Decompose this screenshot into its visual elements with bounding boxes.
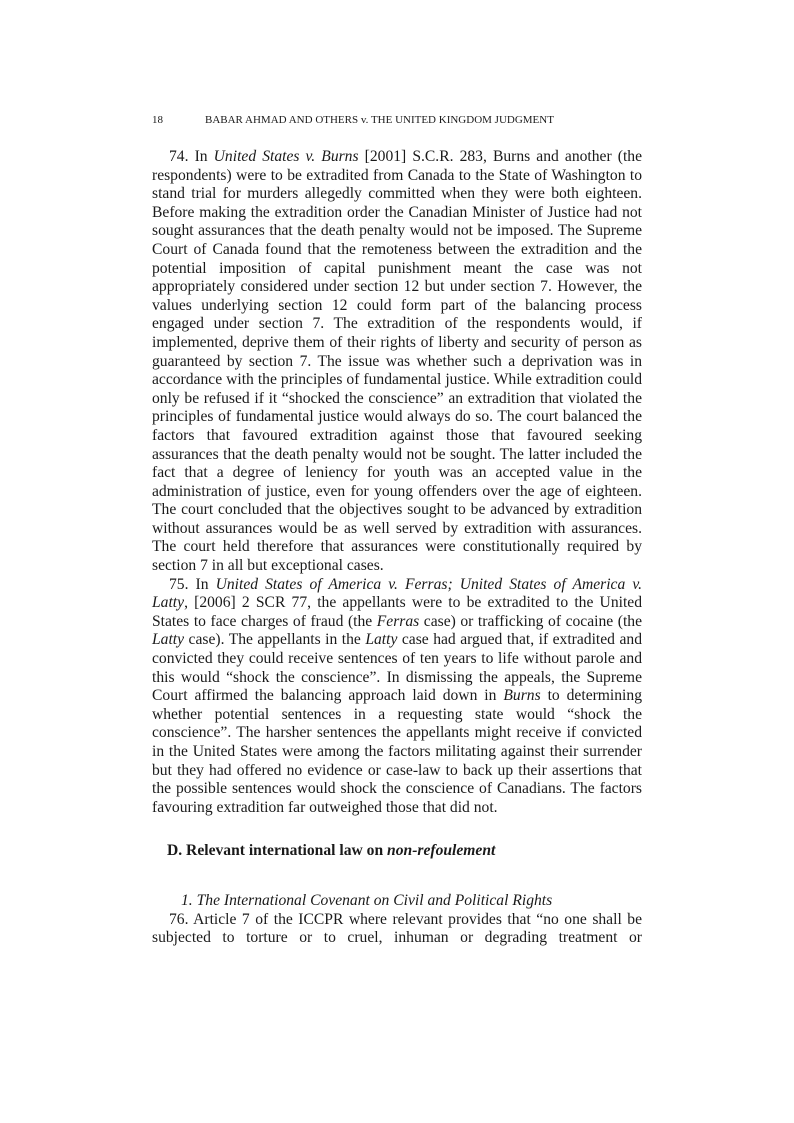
case-name: Latty xyxy=(152,631,185,649)
paragraph-74 xyxy=(152,148,642,576)
text: 74. In xyxy=(169,148,214,165)
text: [2001] S.C.R. 283, Burns and another (the respondents) were to be extradited from Canada to the State of Washington to stand trial for murders allegedly committed when they were both eighteen. Before making the extradition order the Canadian Minister of Justice had not sought assurances that the death penalty would not be imposed. The Supreme Court of Canada found that the remoteness between the extradition and the potential imposition of capital punishment meant the case was not appropriately considered under section 12 but under section 7. However, the values underlying section 12 could form part of the balancing process engaged under section 7. The extradition of the respondents would, if implemented, deprive them of their rights of liberty and security of person as guaranteed by section 7. The issue was whether such a deprivation was in accordance with the principles of fundamental justice. While extradition could only be refused if it “shocked the conscience” an extradition that violated the principles of fundamental justice would always do so. The court balanced the factors that favoured extradition against those that favoured seeking assurances that the death penalty would not be sought. The latter included the fact that a degree of leniency for youth was an accepted value in the administration of justice, even for young offenders over the age of eighteen. The court concluded that the objectives sought to be advanced by extradition without assurances would be as well served by extradition with assurances. The court held therefore that assurances were constitutionally required by section 7 in all but exceptional cases. xyxy=(152,148,643,575)
heading-italic: non-refoulement xyxy=(387,842,496,860)
case-name: United States v. Burns xyxy=(213,148,359,165)
text: to determining whether potential sentences in a requesting state would “shock the conscience”. The harsher sentences the appellants might receive if convicted in the United States were among the factors militating against their surrender but they had offered no evidence or case-law to back up their assertions that the possible sentences would shock the conscience of Canadians. The factors favouring extradition far outweighed those that did not. xyxy=(152,687,642,816)
subsection-heading: 1. The International Covenant on Civil and Political Rights xyxy=(181,891,553,909)
text: case) or trafficking of cocaine (the xyxy=(419,612,642,630)
section-heading xyxy=(152,842,642,861)
text: 75. In xyxy=(169,575,216,593)
heading-text: D. Relevant international law on xyxy=(167,842,388,860)
text: case). The appellants in the xyxy=(184,631,366,649)
text: case had argued that, if extradited and convicted they could receive sentences of ten years to life without parole and this would “shock the conscience”. In dismissing the appeals, the Supreme Court affirmed the balancing approach laid down in xyxy=(152,631,642,705)
case-name: Burns xyxy=(503,687,541,705)
case-name: Ferras xyxy=(376,612,420,630)
paragraph-76: 76. Article 7 of the ICCPR where relevant provides that “no one shall be subjected to torture or to cruel, inhuman or degrading treatment or xyxy=(152,910,642,947)
paragraph-75 xyxy=(152,576,642,818)
document-body xyxy=(152,148,642,948)
running-title: BABAR AHMAD AND OTHERS v. THE UNITED KINGDOM JUDGMENT xyxy=(205,114,554,126)
text: , [2006] 2 SCR 77, the appellants were to be extradited to the United States to face charges of fraud (the xyxy=(152,594,642,630)
page-number: 18 xyxy=(152,114,163,126)
case-name: Latty xyxy=(365,631,398,649)
case-name: United States of America v. Ferras; United States of America v. Latty xyxy=(152,575,642,612)
